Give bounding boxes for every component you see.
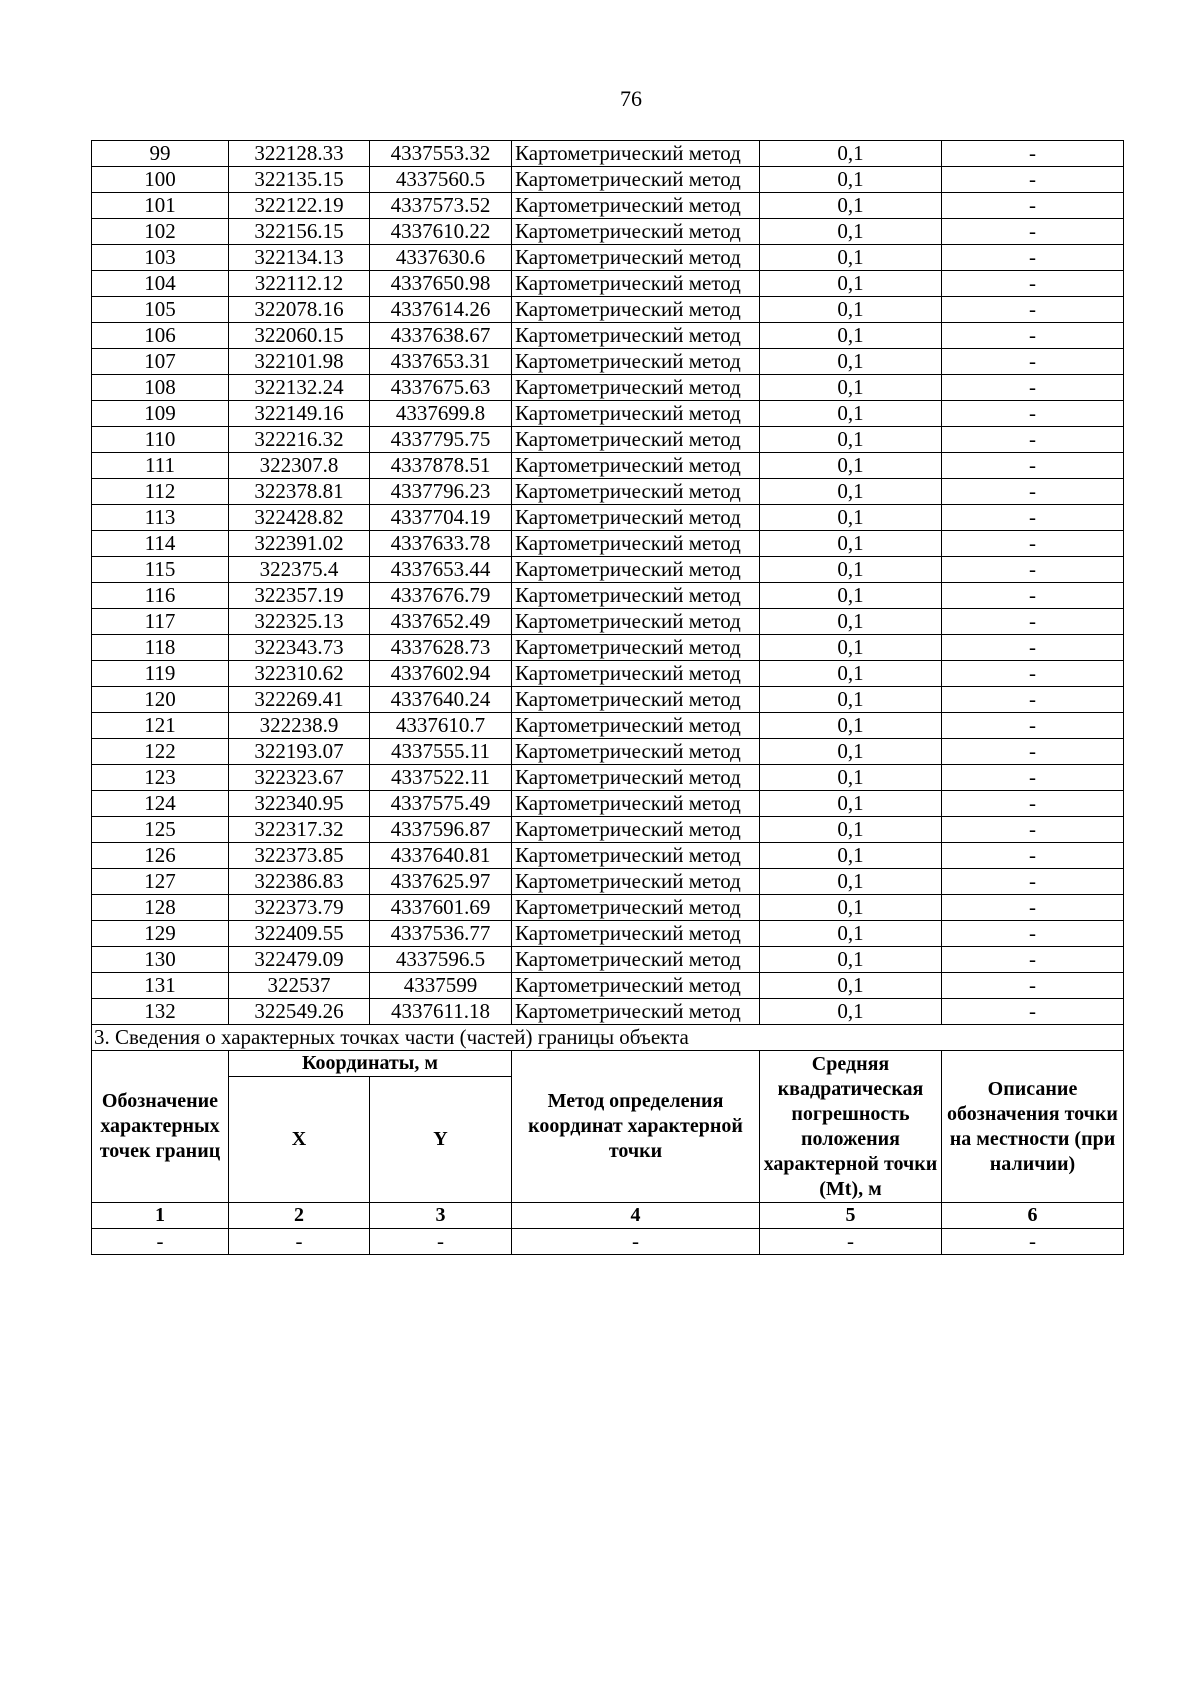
point-number-cell: 116 (92, 583, 229, 609)
y-coordinate-cell: 4337653.44 (370, 557, 512, 583)
y-coordinate-cell: 4337795.75 (370, 427, 512, 453)
method-cell: Картометрический метод (512, 791, 760, 817)
mean-error-cell: 0,1 (760, 427, 942, 453)
point-number-cell: 101 (92, 193, 229, 219)
point-number-cell: 105 (92, 297, 229, 323)
point-number-cell: 132 (92, 999, 229, 1025)
description-cell: - (942, 505, 1124, 531)
y-coordinate-cell: 4337650.98 (370, 271, 512, 297)
method-cell: Картометрический метод (512, 765, 760, 791)
description-cell: - (942, 713, 1124, 739)
table-row (92, 167, 1124, 193)
point-number-cell: 126 (92, 843, 229, 869)
table-row (92, 921, 1124, 947)
x-coordinate-cell: 322193.07 (229, 739, 370, 765)
point-number-cell: 118 (92, 635, 229, 661)
x-coordinate-cell: 322317.32 (229, 817, 370, 843)
y-coordinate-cell: 4337575.49 (370, 791, 512, 817)
column-number: 2 (229, 1203, 370, 1229)
y-coordinate-cell: 4337625.97 (370, 869, 512, 895)
method-cell: Картометрический метод (512, 947, 760, 973)
description-cell: - (942, 401, 1124, 427)
y-coordinate-cell: 4337652.49 (370, 609, 512, 635)
description-cell: - (942, 739, 1124, 765)
y-coordinate-cell: 4337536.77 (370, 921, 512, 947)
page-number: 76 (620, 86, 642, 111)
table-body-points (92, 141, 1124, 1025)
method-cell: Картометрический метод (512, 583, 760, 609)
table-row (92, 245, 1124, 271)
x-coordinate-cell: 322135.15 (229, 167, 370, 193)
column-number: 3 (370, 1203, 512, 1229)
x-coordinate-cell: 322269.41 (229, 687, 370, 713)
method-cell: Картометрический метод (512, 427, 760, 453)
mean-error-cell: 0,1 (760, 843, 942, 869)
table-row (92, 765, 1124, 791)
table-row (92, 349, 1124, 375)
method-cell: Картометрический метод (512, 635, 760, 661)
header-y: Y (370, 1077, 512, 1203)
table-row (92, 427, 1124, 453)
x-coordinate-cell: 322149.16 (229, 401, 370, 427)
x-coordinate-cell: 322310.62 (229, 661, 370, 687)
table-row (92, 141, 1124, 167)
x-coordinate-cell: 322078.16 (229, 297, 370, 323)
table-cell: - (942, 1229, 1124, 1255)
x-coordinate-cell: 322134.13 (229, 245, 370, 271)
method-cell: Картометрический метод (512, 661, 760, 687)
description-cell: - (942, 817, 1124, 843)
y-coordinate-cell: 4337555.11 (370, 739, 512, 765)
table-row (92, 531, 1124, 557)
table-row (92, 323, 1124, 349)
mean-error-cell: 0,1 (760, 739, 942, 765)
mean-error-cell: 0,1 (760, 635, 942, 661)
y-coordinate-cell: 4337704.19 (370, 505, 512, 531)
description-cell: - (942, 375, 1124, 401)
table-row (92, 739, 1124, 765)
point-number-cell: 128 (92, 895, 229, 921)
method-cell: Картометрический метод (512, 167, 760, 193)
section-3 (92, 1025, 1124, 1255)
x-coordinate-cell: 322238.9 (229, 713, 370, 739)
mean-error-cell: 0,1 (760, 401, 942, 427)
mean-error-cell: 0,1 (760, 687, 942, 713)
x-coordinate-cell: 322549.26 (229, 999, 370, 1025)
table-row (92, 895, 1124, 921)
header-point-designation: Обозначение характерных точек границ (92, 1051, 229, 1203)
point-number-cell: 121 (92, 713, 229, 739)
x-coordinate-cell: 322128.33 (229, 141, 370, 167)
header-coordinates: Координаты, м (229, 1051, 512, 1077)
description-cell: - (942, 791, 1124, 817)
point-number-cell: 119 (92, 661, 229, 687)
method-cell: Картометрический метод (512, 817, 760, 843)
description-cell: - (942, 531, 1124, 557)
point-number-cell: 111 (92, 453, 229, 479)
description-cell: - (942, 557, 1124, 583)
method-cell: Картометрический метод (512, 713, 760, 739)
method-cell: Картометрический метод (512, 609, 760, 635)
x-coordinate-cell: 322357.19 (229, 583, 370, 609)
point-number-cell: 125 (92, 817, 229, 843)
x-coordinate-cell: 322479.09 (229, 947, 370, 973)
header-x: X (229, 1077, 370, 1203)
method-cell: Картометрический метод (512, 193, 760, 219)
table-row (92, 401, 1124, 427)
x-coordinate-cell: 322325.13 (229, 609, 370, 635)
description-cell: - (942, 271, 1124, 297)
method-cell: Картометрический метод (512, 505, 760, 531)
y-coordinate-cell: 4337611.18 (370, 999, 512, 1025)
table-row (92, 999, 1124, 1025)
y-coordinate-cell: 4337573.52 (370, 193, 512, 219)
table-cell: - (760, 1229, 942, 1255)
table-row (92, 193, 1124, 219)
point-number-cell: 110 (92, 427, 229, 453)
table-row (92, 453, 1124, 479)
description-cell: - (942, 947, 1124, 973)
x-coordinate-cell: 322386.83 (229, 869, 370, 895)
table-row (92, 583, 1124, 609)
y-coordinate-cell: 4337560.5 (370, 167, 512, 193)
point-number-cell: 124 (92, 791, 229, 817)
point-number-cell: 130 (92, 947, 229, 973)
point-number-cell: 103 (92, 245, 229, 271)
mean-error-cell: 0,1 (760, 921, 942, 947)
description-cell: - (942, 661, 1124, 687)
mean-error-cell: 0,1 (760, 167, 942, 193)
y-coordinate-cell: 4337640.81 (370, 843, 512, 869)
mean-error-cell: 0,1 (760, 323, 942, 349)
y-coordinate-cell: 4337599 (370, 973, 512, 999)
method-cell: Картометрический метод (512, 973, 760, 999)
description-cell: - (942, 453, 1124, 479)
method-cell: Картометрический метод (512, 271, 760, 297)
method-cell: Картометрический метод (512, 921, 760, 947)
y-coordinate-cell: 4337610.22 (370, 219, 512, 245)
point-number-cell: 99 (92, 141, 229, 167)
point-number-cell: 127 (92, 869, 229, 895)
table-row (92, 713, 1124, 739)
y-coordinate-cell: 4337630.6 (370, 245, 512, 271)
mean-error-cell: 0,1 (760, 999, 942, 1025)
description-cell: - (942, 141, 1124, 167)
method-cell: Картометрический метод (512, 869, 760, 895)
header-method: Метод определения координат характерной точки (512, 1051, 760, 1203)
description-cell: - (942, 687, 1124, 713)
x-coordinate-cell: 322375.4 (229, 557, 370, 583)
mean-error-cell: 0,1 (760, 557, 942, 583)
x-coordinate-cell: 322156.15 (229, 219, 370, 245)
method-cell: Картометрический метод (512, 323, 760, 349)
description-cell: - (942, 479, 1124, 505)
mean-error-cell: 0,1 (760, 271, 942, 297)
description-cell: - (942, 895, 1124, 921)
method-cell: Картометрический метод (512, 843, 760, 869)
table-row (92, 635, 1124, 661)
mean-error-cell: 0,1 (760, 141, 942, 167)
method-cell: Картометрический метод (512, 349, 760, 375)
description-cell: - (942, 973, 1124, 999)
y-coordinate-cell: 4337638.67 (370, 323, 512, 349)
boundary-points-table (91, 140, 1124, 1255)
y-coordinate-cell: 4337601.69 (370, 895, 512, 921)
mean-error-cell: 0,1 (760, 869, 942, 895)
y-coordinate-cell: 4337614.26 (370, 297, 512, 323)
y-coordinate-cell: 4337633.78 (370, 531, 512, 557)
x-coordinate-cell: 322307.8 (229, 453, 370, 479)
point-number-cell: 106 (92, 323, 229, 349)
mean-error-cell: 0,1 (760, 973, 942, 999)
point-number-cell: 129 (92, 921, 229, 947)
y-coordinate-cell: 4337699.8 (370, 401, 512, 427)
description-cell: - (942, 245, 1124, 271)
description-cell: - (942, 765, 1124, 791)
method-cell: Картометрический метод (512, 375, 760, 401)
table-row (92, 219, 1124, 245)
column-number: 4 (512, 1203, 760, 1229)
y-coordinate-cell: 4337640.24 (370, 687, 512, 713)
mean-error-cell: 0,1 (760, 375, 942, 401)
point-number-cell: 131 (92, 973, 229, 999)
description-cell: - (942, 999, 1124, 1025)
point-number-cell: 113 (92, 505, 229, 531)
mean-error-cell: 0,1 (760, 297, 942, 323)
x-coordinate-cell: 322112.12 (229, 271, 370, 297)
section-3-title: 3. Сведения о характерных точках части (частей) границы объекта (92, 1025, 1124, 1051)
description-cell: - (942, 349, 1124, 375)
y-coordinate-cell: 4337653.31 (370, 349, 512, 375)
table-cell: - (512, 1229, 760, 1255)
method-cell: Картометрический метод (512, 297, 760, 323)
mean-error-cell: 0,1 (760, 765, 942, 791)
x-coordinate-cell: 322428.82 (229, 505, 370, 531)
table-row (92, 661, 1124, 687)
point-number-cell: 109 (92, 401, 229, 427)
table-cell: - (229, 1229, 370, 1255)
table-cell: - (92, 1229, 229, 1255)
description-cell: - (942, 167, 1124, 193)
x-coordinate-cell: 322323.67 (229, 765, 370, 791)
x-coordinate-cell: 322132.24 (229, 375, 370, 401)
point-number-cell: 114 (92, 531, 229, 557)
column-number: 1 (92, 1203, 229, 1229)
mean-error-cell: 0,1 (760, 583, 942, 609)
description-cell: - (942, 609, 1124, 635)
method-cell: Картометрический метод (512, 999, 760, 1025)
y-coordinate-cell: 4337596.87 (370, 817, 512, 843)
method-cell: Картометрический метод (512, 453, 760, 479)
point-number-cell: 107 (92, 349, 229, 375)
table-row (92, 505, 1124, 531)
table-row (92, 817, 1124, 843)
mean-error-cell: 0,1 (760, 219, 942, 245)
description-cell: - (942, 869, 1124, 895)
table-cell: - (370, 1229, 512, 1255)
mean-error-cell: 0,1 (760, 193, 942, 219)
x-coordinate-cell: 322373.79 (229, 895, 370, 921)
method-cell: Картометрический метод (512, 739, 760, 765)
method-cell: Картометрический метод (512, 245, 760, 271)
table-row (92, 1229, 1124, 1255)
description-cell: - (942, 323, 1124, 349)
point-number-cell: 102 (92, 219, 229, 245)
table-row (92, 375, 1124, 401)
y-coordinate-cell: 4337628.73 (370, 635, 512, 661)
mean-error-cell: 0,1 (760, 791, 942, 817)
x-coordinate-cell: 322060.15 (229, 323, 370, 349)
column-number: 6 (942, 1203, 1124, 1229)
table-row (92, 791, 1124, 817)
table-row (92, 271, 1124, 297)
mean-error-cell: 0,1 (760, 609, 942, 635)
description-cell: - (942, 427, 1124, 453)
method-cell: Картометрический метод (512, 479, 760, 505)
table-row (92, 947, 1124, 973)
x-coordinate-cell: 322340.95 (229, 791, 370, 817)
table-row (92, 479, 1124, 505)
mean-error-cell: 0,1 (760, 817, 942, 843)
description-cell: - (942, 193, 1124, 219)
method-cell: Картометрический метод (512, 895, 760, 921)
y-coordinate-cell: 4337553.32 (370, 141, 512, 167)
y-coordinate-cell: 4337522.11 (370, 765, 512, 791)
table-row (92, 973, 1124, 999)
point-number-cell: 120 (92, 687, 229, 713)
description-cell: - (942, 921, 1124, 947)
y-coordinate-cell: 4337878.51 (370, 453, 512, 479)
description-cell: - (942, 297, 1124, 323)
x-coordinate-cell: 322391.02 (229, 531, 370, 557)
header-mean-error: Средняя квадратическая погрешность положения характерной точки (Mt), м (760, 1051, 942, 1203)
mean-error-cell: 0,1 (760, 895, 942, 921)
mean-error-cell: 0,1 (760, 479, 942, 505)
description-cell: - (942, 219, 1124, 245)
mean-error-cell: 0,1 (760, 453, 942, 479)
point-number-cell: 117 (92, 609, 229, 635)
method-cell: Картометрический метод (512, 557, 760, 583)
x-coordinate-cell: 322101.98 (229, 349, 370, 375)
table-row (92, 557, 1124, 583)
table-row (92, 843, 1124, 869)
point-number-cell: 100 (92, 167, 229, 193)
mean-error-cell: 0,1 (760, 349, 942, 375)
x-coordinate-cell: 322373.85 (229, 843, 370, 869)
method-cell: Картометрический метод (512, 401, 760, 427)
description-cell: - (942, 583, 1124, 609)
mean-error-cell: 0,1 (760, 713, 942, 739)
method-cell: Картометрический метод (512, 141, 760, 167)
x-coordinate-cell: 322537 (229, 973, 370, 999)
y-coordinate-cell: 4337610.7 (370, 713, 512, 739)
y-coordinate-cell: 4337602.94 (370, 661, 512, 687)
table-row (92, 687, 1124, 713)
method-cell: Картометрический метод (512, 219, 760, 245)
y-coordinate-cell: 4337596.5 (370, 947, 512, 973)
mean-error-cell: 0,1 (760, 947, 942, 973)
y-coordinate-cell: 4337796.23 (370, 479, 512, 505)
table-row (92, 609, 1124, 635)
description-cell: - (942, 843, 1124, 869)
method-cell: Картометрический метод (512, 687, 760, 713)
method-cell: Картометрический метод (512, 531, 760, 557)
point-number-cell: 108 (92, 375, 229, 401)
x-coordinate-cell: 322216.32 (229, 427, 370, 453)
table-row (92, 869, 1124, 895)
point-number-cell: 112 (92, 479, 229, 505)
y-coordinate-cell: 4337675.63 (370, 375, 512, 401)
column-number: 5 (760, 1203, 942, 1229)
y-coordinate-cell: 4337676.79 (370, 583, 512, 609)
column-numbers-row (92, 1203, 1124, 1229)
x-coordinate-cell: 322343.73 (229, 635, 370, 661)
point-number-cell: 104 (92, 271, 229, 297)
description-cell: - (942, 635, 1124, 661)
header-description: Описание обозначения точки на местности (при наличии) (942, 1051, 1124, 1203)
mean-error-cell: 0,1 (760, 505, 942, 531)
point-number-cell: 115 (92, 557, 229, 583)
point-number-cell: 123 (92, 765, 229, 791)
table-row (92, 297, 1124, 323)
mean-error-cell: 0,1 (760, 245, 942, 271)
x-coordinate-cell: 322378.81 (229, 479, 370, 505)
point-number-cell: 122 (92, 739, 229, 765)
x-coordinate-cell: 322122.19 (229, 193, 370, 219)
mean-error-cell: 0,1 (760, 661, 942, 687)
mean-error-cell: 0,1 (760, 531, 942, 557)
x-coordinate-cell: 322409.55 (229, 921, 370, 947)
